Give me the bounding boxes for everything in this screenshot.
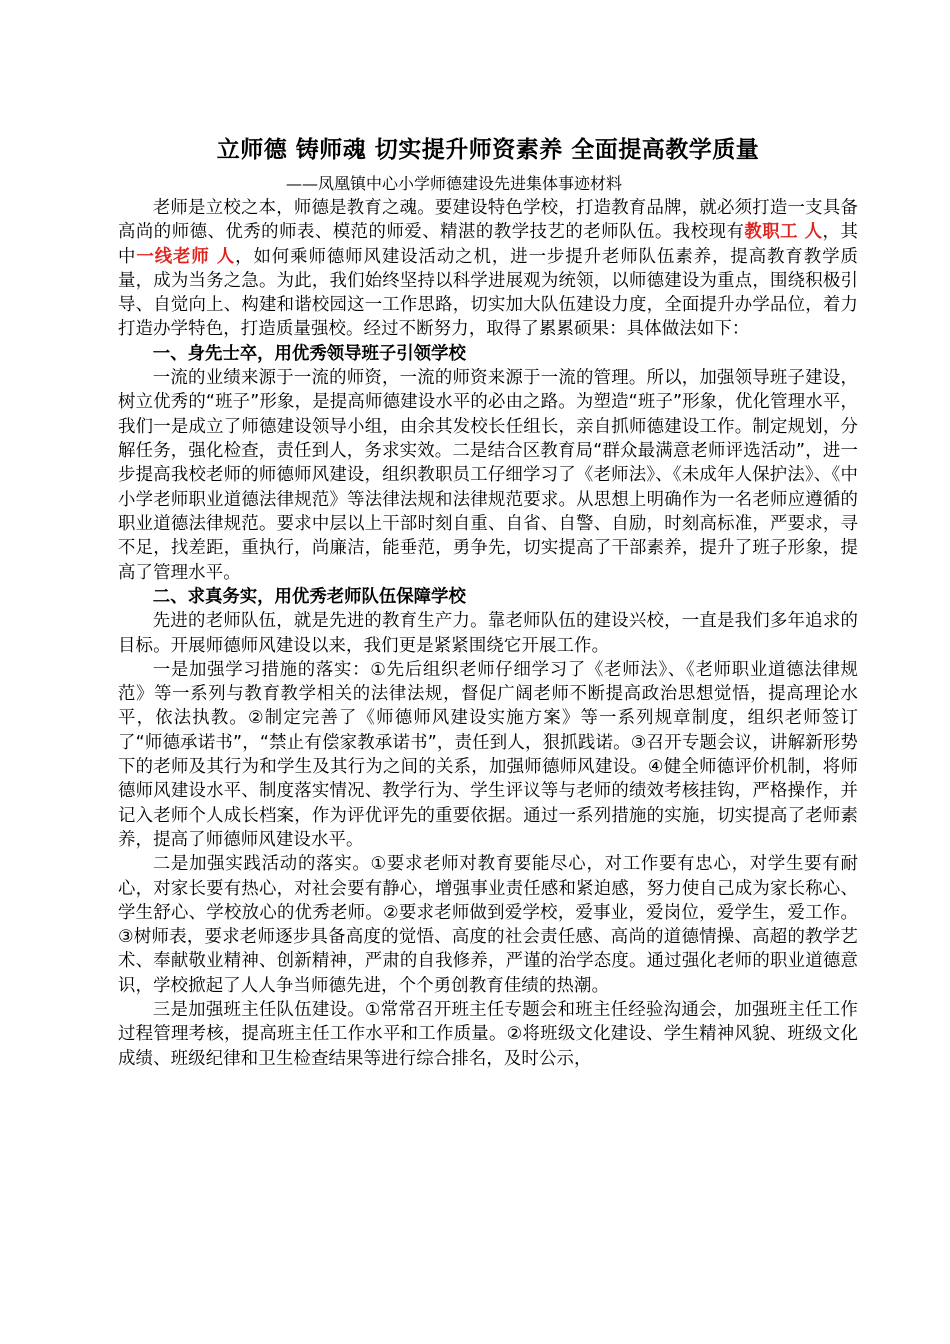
intro-text-2: ，其中 [118,222,858,267]
highlight-staff-count: 教职工 人 [744,222,823,243]
section-2-paragraph-4: 三是加强班主任队伍建设。①常常召开班主任专题会和班主任经验沟通会，加强班主任工作过程管理考核，提高班主任工作水平和工作质量。②将班级文化建设、学生精神风貌、班级文化成绩、班级纪律和卫生检查结果等进行综合排名，及时公示， [118,1000,858,1069]
intro-paragraph [118,196,858,342]
section-1-paragraph-1: 一流的业绩来源于一流的师资，一流的师资来源于一流的管理。所以，加强领导班子建设，树立优秀的“班子”形象，是提高师德建设水平的必由之路。为塑造“班子”形象，优化管理水平，我们一是成立了师德建设领导小组，由余其发校长任组长，亲自抓师德建设工作。制定规划，分解任务，强化检查，责任到人，务求实效。二是结合区教育局“群众最满意老师评选活动”，进一步提高我校老师的师德师风建设，组织教职员工仔细学习了《老师法》、《未成年人保护法》、《中小学老师职业道德法律规范》等法律法规和法律规范要求。从思想上明确作为一名老师应遵循的职业道德法律规范。要求中层以上干部时刻自重、自省、自警、自励，时刻高标准，严要求，寻不足，找差距，重执行，尚廉洁，能垂范，勇争先，切实提高了干部素养，提升了班子形象，提高了管理水平。 [118,368,858,583]
section-2-heading: 二、求真务实，用优秀老师队伍保障学校 [152,586,466,607]
document-page [118,128,858,1071]
section-1-heading: 一、身先士卒，用优秀领导班子引领学校 [152,343,466,364]
document-title: 立师德 铸师魂 切实提升师资素养 全面提高教学质量 [216,137,760,163]
document-subtitle: ——凤凰镇中心小学师德建设先进集体事迹材料 [286,174,623,193]
intro-text-1: 老师是立校之本，师德是教育之魂。要建设特色学校，打造教育品牌，就必须打造一支具备高尚的师德、优秀的师表、模范的师爱、精湛的教学技艺的老师队伍。我校现有 [118,198,858,243]
intro-text-3: ，如何乘师德师风建设活动之机，进一步提升老师队伍素养，提高教育教学质量，成为当务之急。为此，我们始终坚持以科学进展观为统领，以师德建设为重点，围绕积极引导、自觉向上、构建和谐校园这一工作思路，切实加大队伍建设力度，全面提升办学品位，着力打造办学特色，打造质量强校。经过不断努力，取得了累累硕果：具体做法如下： [118,246,858,340]
section-2-paragraph-3: 二是加强实践活动的落实。①要求老师对教育要能尽心，对工作要有忠心，对学生要有耐心，对家长要有热心，对社会要有静心，增强事业责任感和紧迫感，努力使自己成为家长称心、学生舒心、学校放心的优秀老师。②要求老师做到爱学校，爱事业，爱岗位，爱学生，爱工作。③树师表，要求老师逐步具备高度的觉悟、高度的社会责任感、高尚的道德情操、高超的教学艺术、奉献敬业精神、创新精神，严肃的自我修养，严谨的治学态度。通过强化老师的职业道德意识，学校掀起了人人争当师德先进，个个勇创教育佳绩的热潮。 [118,854,858,996]
section-2-paragraph-2: 一是加强学习措施的落实：①先后组织老师仔细学习了《老师法》、《老师职业道德法律规范》等一系列与教育教学相关的法律法规，督促广阔老师不断提高政治思想觉悟，提高理论水平，依法执教。②制定完善了《师德师风建设实施方案》等一系列规章制度，组织老师签订了“师德承诺书”，“禁止有偿家教承诺书”，责任到人，狠抓践诺。③召开专题会议，讲解新形势下的老师及其行为和学生及其行为之间的关系，加强师德师风建设。④健全师德评价机制，将师德师风建设水平、制度落实情况、教学行为、学生评议等与老师的绩效考核挂钩，严格操作，并记入老师个人成长档案，作为评优评先的重要依据。通过一系列措施的实施，切实提高了老师素养，提高了师德师风建设水平。 [118,659,858,850]
highlight-teacher-count: 一线老师 人 [136,246,236,267]
section-2-paragraph-1: 先进的老师队伍，就是先进的教育生产力。靠老师队伍的建设兴校，一直是我们多年追求的目标。开展师德师风建设以来，我们更是紧紧围绕它开展工作。 [118,611,858,656]
